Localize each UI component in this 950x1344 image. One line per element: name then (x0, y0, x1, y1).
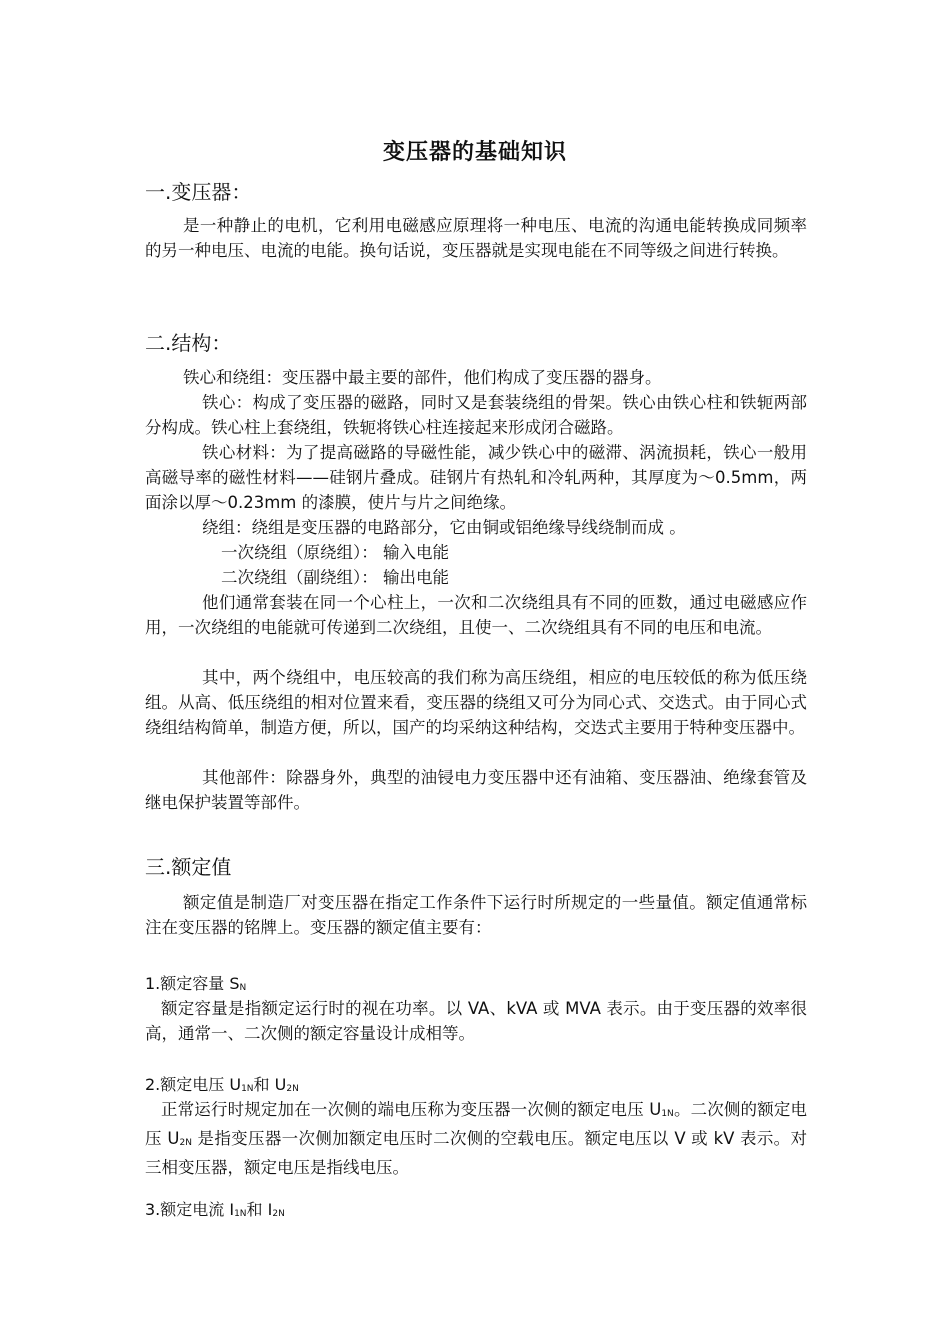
document-title: 变压器的基础知识 (382, 140, 567, 165)
rated-voltage-heading: 2.额定电压 $U_{1N}$和 $U_{2N}$ (145, 1075, 299, 1094)
core-paragraph: 铁心：构成了变压器的磁路，同时又是套装绕组的骨架。铁心由铁心柱和铁轭两部分构成。铁心柱上套绕组，铁轭将铁心柱连接起来形成闭合磁路。 (145, 393, 807, 437)
section-2-heading: 二.结构： (145, 331, 232, 355)
winding-line: 绕组：绕组是变压器的电路部分，它由铜或铝绝缘导线绕制而成 。 (202, 518, 686, 537)
rated-current-heading: 3.额定电流 $I_{1N}$和 $I_{2N}$ (145, 1200, 285, 1219)
primary-winding-line: 一次绕组（原绕组）： 输入电能 (221, 543, 449, 562)
rated-values-paragraph: 额定值是制造厂对变压器在指定工作条件下运行时所规定的一些量值。额定值通常标注在变压器的铭牌上。变压器的额定值主要有： (145, 893, 807, 937)
section-1-heading: 一.变压器： (145, 180, 252, 204)
other-parts-paragraph: 其他部件：除器身外，典型的油锓电力变压器中还有油箱、变压器油、绝缘套管及继电保护装置等部件。 (145, 768, 807, 812)
core-winding-line: 铁心和绕组：变压器中最主要的部件，他们构成了变压器的器身。 (183, 368, 662, 387)
high-voltage-paragraph: 其中，两个绕组中，电压较高的我们称为高压绕组，相应的电压较低的称为低压绕组。从高、低压绕组的相对位置来看，变压器的绕组又可分为同心式、交迭式。由于同心式绕组结构简单，制造方便，所以，国产的均采纳这种结构，交迭式主要用于特种变压器中。 (145, 668, 807, 737)
rated-capacity-paragraph: 额定容量是指额定运行时的视在功率。以 VA、kVA 或 MVA 表示。由于变压器的效率很高，通常一、二次侧的额定容量设计成相等。 (145, 999, 807, 1043)
secondary-winding-line: 二次绕组（副绕组）： 输出电能 (221, 568, 449, 587)
rated-capacity-heading: 1.额定容量 $S_N$ (145, 974, 247, 993)
turns-paragraph: 他们通常套装在同一个心柱上，一次和二次绕组具有不同的匝数，通过电磁感应作用，一次绕组的电能就可传递到二次绕组，且使一、二次绕组具有不同的电压和电流。 (145, 593, 807, 637)
section-3-heading: 三.额定值 (145, 855, 232, 879)
core-material-paragraph: 铁心材料：为了提高磁路的导磁性能，减少铁心中的磁滞、涡流损耗，铁心一般用高磁导率的磁性材料——硅钢片叠成。硅钢片有热轧和冷轧两种，其厚度为～0.5mm，两面涂以厚～0.23mm 的漆膜，使片与片之间绝缘。 (145, 443, 807, 512)
rated-voltage-paragraph: 正常运行时规定加在一次侧的端电压称为变压器一次侧的额定电压 $U_{1N}$。二次侧的额定电压 $U_{2N}$ 是指变压器一次侧加额定电压时二次侧的空载电压。额定电压以 V 或 kV 表示。对三相变压器，额定电压是指线电压。 (145, 1100, 807, 1177)
section-1-paragraph: 是一种静止的电机，它利用电磁感应原理将一种电压、电流的沟通电能转换成同频率的另一种电压、电流的电能。换句话说，变压器就是实现电能在不同等级之间进行转换。 (145, 216, 807, 260)
